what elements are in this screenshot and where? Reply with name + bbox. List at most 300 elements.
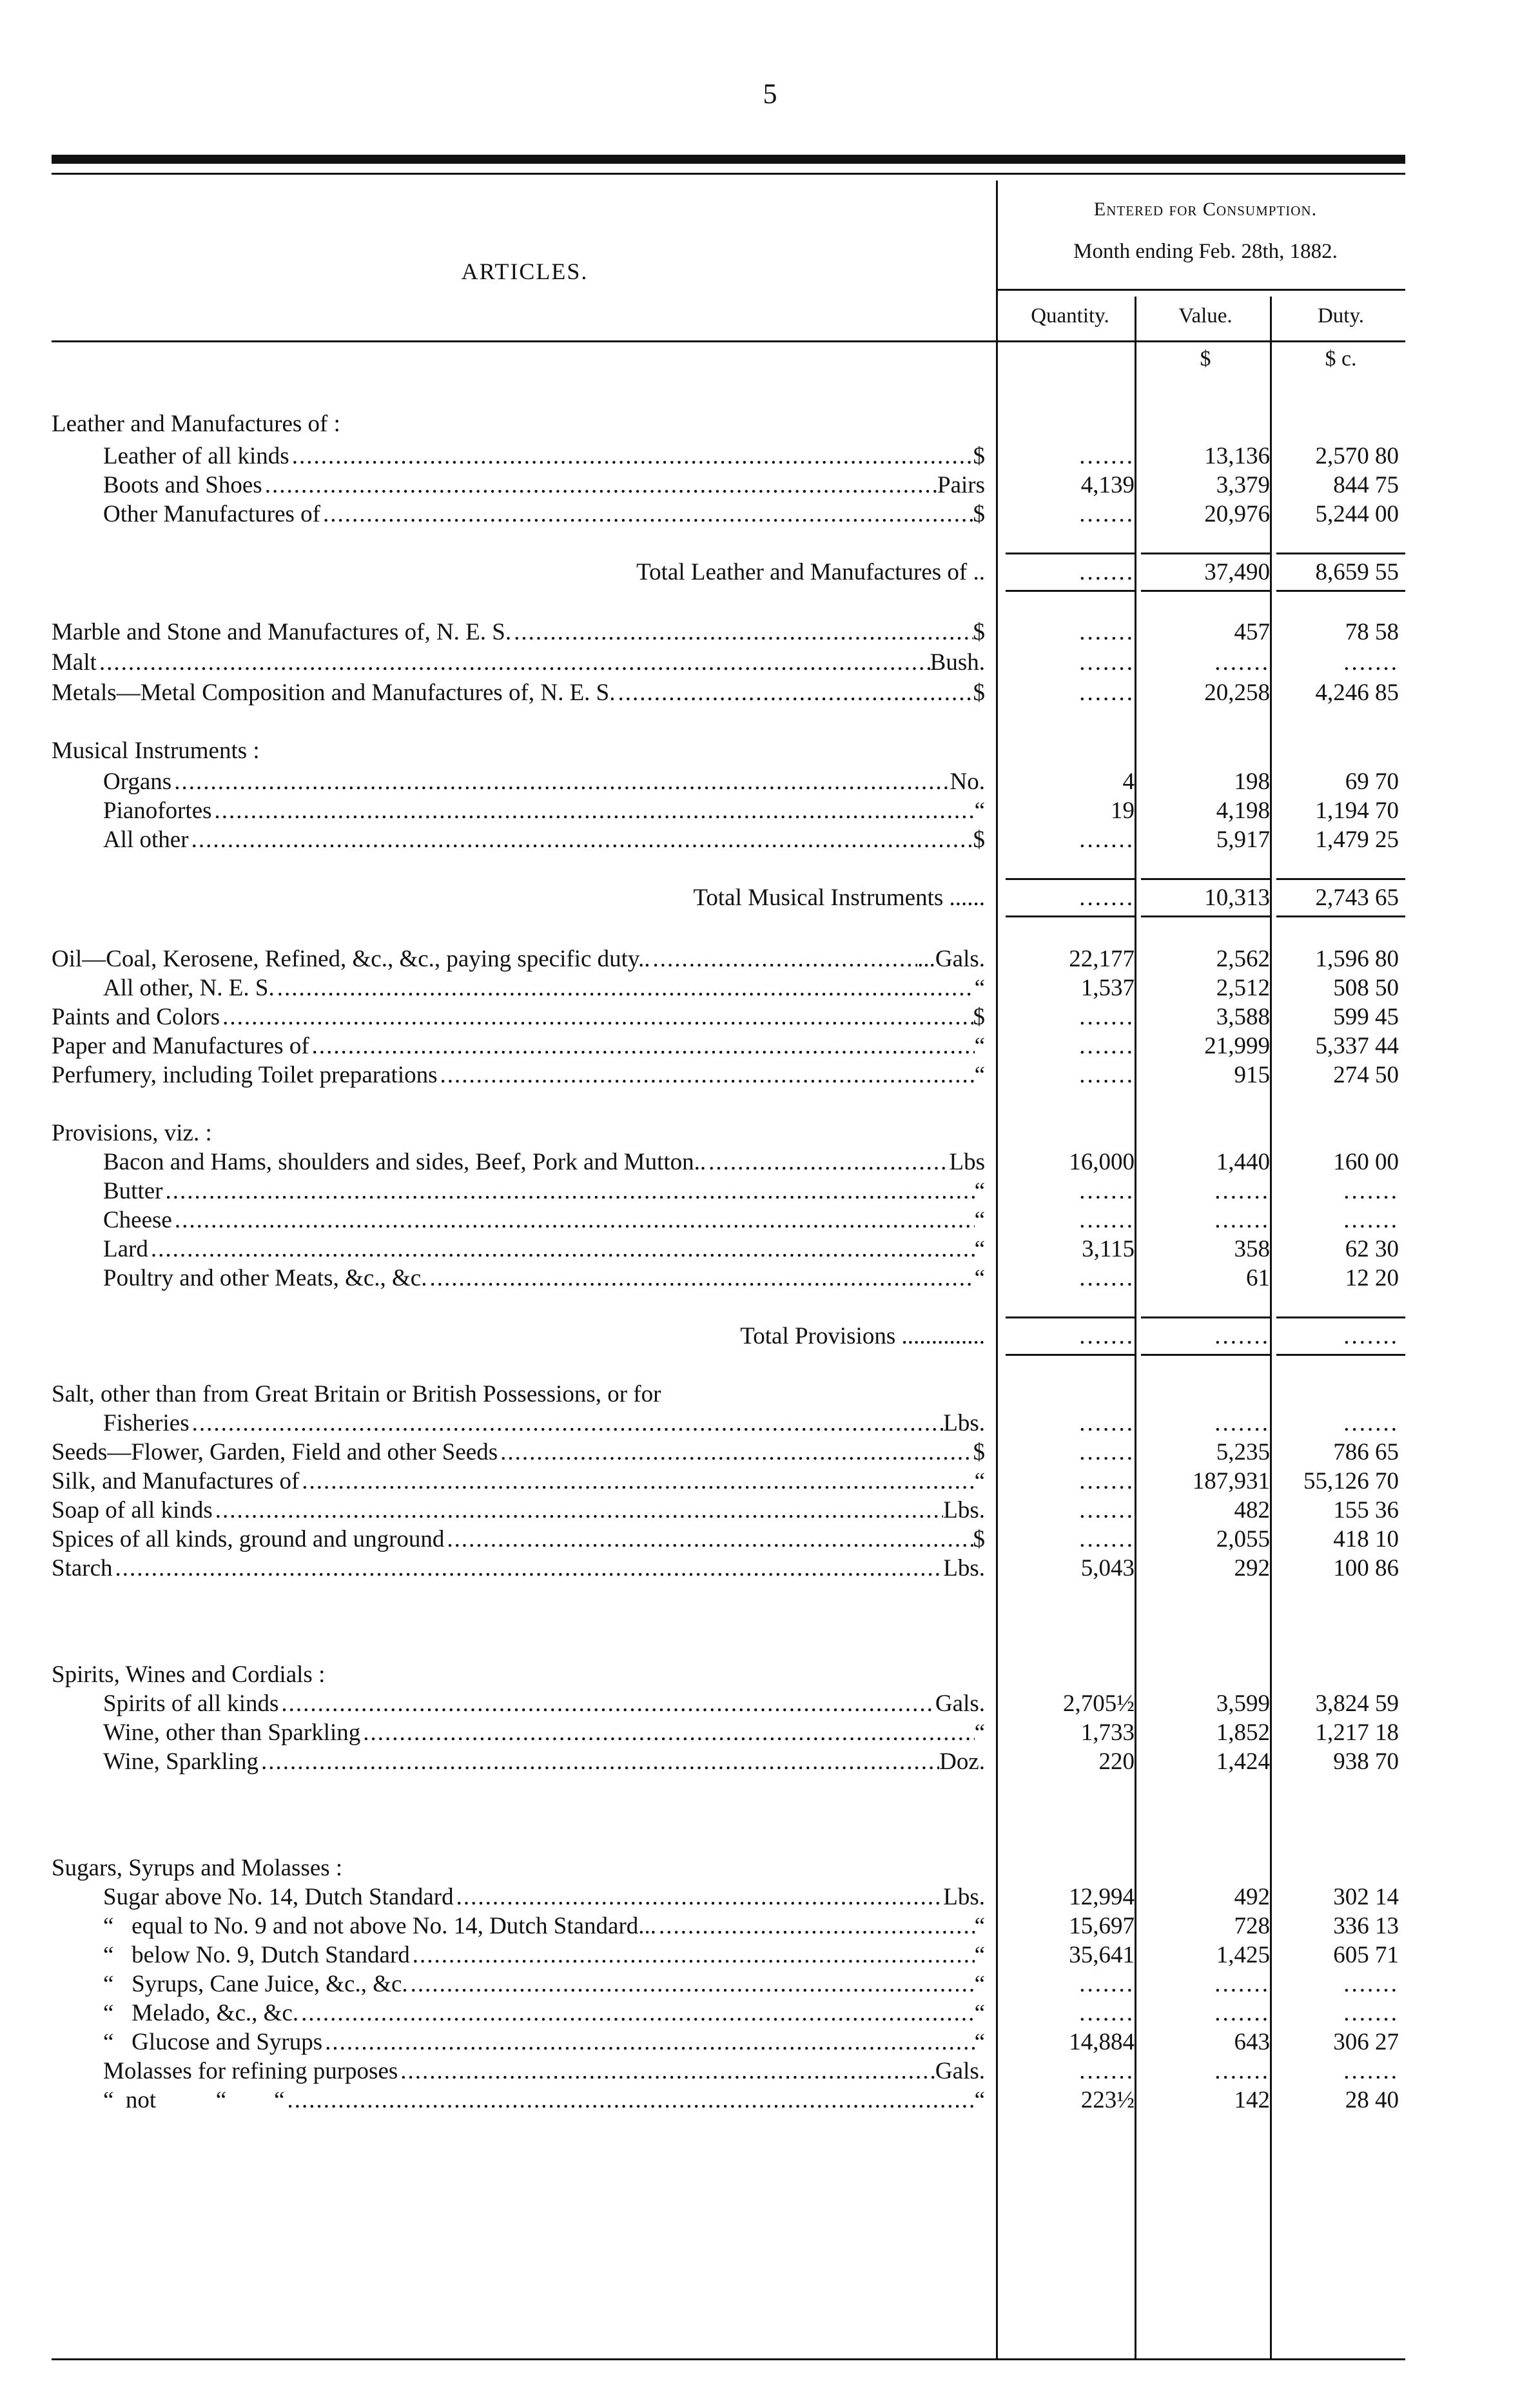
table-row: [52, 1003, 1405, 1032]
quantity-cell: .......: [1079, 1004, 1135, 1030]
quantity-cell: 35,641: [1069, 1942, 1135, 1968]
article-label-text: Paints and Colors: [52, 1004, 220, 1030]
article-label: [103, 767, 985, 797]
quantity-cell: .......: [1079, 1410, 1135, 1436]
duty-cell: 508 50: [1333, 975, 1399, 1001]
unit-label: Lbs.: [943, 1884, 985, 1910]
value-cell: .......: [1214, 1207, 1270, 1233]
header-bottom-rule: [52, 340, 1405, 342]
article-label-text: All other: [103, 827, 189, 853]
table-row: [52, 825, 1405, 855]
table-row: [52, 1970, 1405, 1999]
article-label-text: Leather and Manufactures of :: [52, 411, 340, 437]
duty-cell: 3,824 59: [1315, 1690, 1399, 1717]
dot-leader: .......: [1079, 559, 1135, 585]
quantity-cell: .......: [1079, 1497, 1135, 1523]
table-row: [52, 1718, 1405, 1748]
article-label-text: Musical Instruments :: [52, 738, 260, 764]
value-cell: 1,440: [1216, 1149, 1270, 1175]
duty-cell: 786 65: [1333, 1439, 1399, 1465]
dot-leader: [113, 1554, 944, 1583]
quantity-cell: 4: [1122, 768, 1135, 795]
table-row: [52, 1148, 1405, 1177]
article-label: [52, 1322, 1004, 1351]
unit-label: “: [974, 1062, 985, 1088]
quantity-cell: .......: [1079, 1062, 1135, 1088]
article-label: [52, 1003, 985, 1032]
value-cell: 292: [1234, 1555, 1270, 1581]
article-label: [103, 1883, 985, 1912]
article-label: [52, 1438, 985, 1467]
article-label: [52, 1061, 985, 1090]
value-cell: .......: [1214, 2000, 1270, 2026]
article-label: [52, 1525, 985, 1554]
duty-cell: 160 00: [1333, 1149, 1399, 1175]
unit-label: “: [974, 2000, 985, 2026]
article-label: [52, 1496, 985, 1525]
value-cell: .......: [1214, 2058, 1270, 2084]
table-row: [52, 944, 1405, 974]
total-rule-above: [1006, 878, 1135, 880]
table-row: [52, 1177, 1405, 1206]
article-label-text: Seeds—Flower, Garden, Field and other Seeds: [52, 1439, 498, 1465]
article-label: [103, 2028, 985, 2057]
article-label-text: Sugar above No. 14, Dutch Standard: [103, 1884, 454, 1910]
value-cell: 728: [1234, 1913, 1270, 1939]
unit-label: “: [974, 798, 985, 824]
total-rule-above: [1276, 1316, 1405, 1318]
article-label-text: Soap of all kinds: [52, 1497, 213, 1523]
total-rule-below: [1006, 915, 1135, 917]
table-row: [52, 1689, 1405, 1719]
total-rule-above: [1141, 553, 1270, 554]
dot-leader: [275, 974, 975, 1003]
dot-leader: [498, 1438, 973, 1467]
dot-leader: [408, 1970, 975, 1999]
duty-cell: 78 58: [1345, 619, 1399, 645]
duty-cell: .......: [1343, 1178, 1399, 1204]
total-rule-above: [1141, 878, 1270, 880]
dot-leader: [309, 1032, 975, 1061]
unit-label: Gals.: [935, 2058, 985, 2084]
table-row: [52, 618, 1405, 647]
article-label: [103, 1747, 985, 1777]
table-row: [52, 1032, 1405, 1061]
article-label-text: Malt: [52, 649, 97, 676]
duty-cell: 4,246 85: [1315, 680, 1399, 706]
quantity-cell: 220: [1098, 1748, 1135, 1775]
quantity-cell: 1,537: [1080, 975, 1135, 1001]
duty-cell: 5,244 00: [1315, 501, 1399, 527]
article-label: [103, 1264, 985, 1293]
article-label-text: “ Glucose and Syrups: [103, 2029, 323, 2055]
value-cell: 2,562: [1216, 946, 1270, 972]
table-row: [52, 1264, 1405, 1293]
total-rule-above: [1006, 1316, 1135, 1318]
value-cell: 2,055: [1216, 1526, 1270, 1552]
unit-label: “: [974, 1913, 985, 1939]
article-label: [103, 974, 985, 1003]
article-label: [52, 883, 1004, 913]
table-row: [52, 500, 1405, 529]
article-label-text: Provisions, viz. :: [52, 1120, 212, 1146]
dot-leader: [650, 944, 918, 974]
table-row: [52, 442, 1405, 471]
article-label-text: Bacon and Hams, shoulders and sides, Beef, Pork and Mutton..: [103, 1149, 707, 1175]
article-label: [52, 736, 985, 766]
section-heading-row: [52, 409, 1405, 439]
dot-leader: [289, 442, 973, 471]
unit-label: Lbs.: [943, 1410, 985, 1436]
month-heading: Month ending Feb. 28th, 1882.: [1073, 240, 1338, 263]
article-label: [52, 1119, 985, 1148]
article-label-text: Metals—Metal Composition and Manufactures of, N. E. S.: [52, 680, 616, 706]
total-row: [52, 1322, 1405, 1351]
article-label-text: Total Leather and Manufactures of ..: [636, 559, 985, 585]
article-label: [103, 2086, 985, 2115]
article-label: [103, 442, 985, 471]
duty-cell: 5,337 44: [1315, 1033, 1399, 1059]
total-rule-below: [1276, 590, 1405, 592]
dot-leader: [189, 825, 973, 855]
dot-leader: [278, 1689, 935, 1719]
duty-cell: 1,194 70: [1315, 798, 1399, 824]
table-row: [52, 1235, 1405, 1264]
unit-label: “: [974, 1468, 985, 1494]
article-label: [52, 1554, 985, 1583]
article-label: [103, 1177, 985, 1206]
value-cell: 915: [1234, 1062, 1270, 1088]
article-label-text: “ equal to No. 9 and not above No. 14, Dutch Standard...: [103, 1913, 657, 1939]
table-row: [52, 1496, 1405, 1525]
article-label-text: Salt, other than from Great Britain or British Possessions, or for: [52, 1381, 661, 1407]
dot-leader: [285, 2086, 975, 2115]
duty-column-header: Duty.: [1317, 304, 1365, 328]
unit-label: Lbs.: [943, 1555, 985, 1581]
quantity-column-header: Quantity.: [1031, 304, 1109, 328]
table-row: [52, 648, 1405, 678]
article-label-text: Boots and Shoes: [103, 472, 262, 498]
unit-label: “: [974, 975, 985, 1001]
table-row: [52, 767, 1405, 797]
duty-cell: .......: [1343, 1971, 1399, 1997]
unit-label: $: [973, 827, 985, 853]
value-cell: 5,235: [1216, 1439, 1270, 1465]
duty-cell: 12 20: [1345, 1265, 1399, 1291]
article-label: [52, 409, 985, 439]
table-row: [52, 2057, 1405, 2086]
unit-label: “: [974, 1207, 985, 1233]
article-label: [52, 558, 1004, 587]
dot-leader: [212, 796, 975, 826]
article-label-text: Sugars, Syrups and Molasses :: [52, 1855, 343, 1881]
table-row: [52, 1206, 1405, 1235]
value-cell: 13,136: [1204, 443, 1270, 469]
value-cell: 10,313: [1204, 885, 1270, 911]
dot-leader: [454, 1883, 944, 1912]
article-label-text: Spices of all kinds, ground and unground: [52, 1526, 445, 1552]
value-cell: 21,999: [1204, 1033, 1270, 1059]
duty-cell: 55,126 70: [1303, 1468, 1399, 1494]
duty-cell: 62 30: [1345, 1236, 1399, 1262]
quantity-cell: .......: [1079, 2058, 1135, 2084]
article-label-text: Organs: [103, 768, 172, 795]
quantity-cell: 19: [1111, 798, 1135, 824]
table-row: [52, 1525, 1405, 1554]
article-label-text: Cheese: [103, 1207, 172, 1233]
article-label: [103, 471, 985, 500]
value-column-header: Value.: [1178, 304, 1233, 328]
article-label-text: Total Musical Instruments ......: [693, 885, 985, 911]
unit-label: Doz.: [939, 1748, 985, 1775]
dot-leader: [706, 1148, 949, 1177]
table-row: [52, 2086, 1405, 2115]
article-label-text: Molasses for refining purposes: [103, 2058, 398, 2084]
article-label: [52, 944, 985, 974]
value-cell: 142: [1234, 2087, 1270, 2113]
unit-label: Bush.: [930, 649, 985, 676]
unit-label: $: [973, 443, 985, 469]
table-bottom-rule: [52, 2358, 1405, 2360]
value-cell: 3,588: [1216, 1004, 1270, 1030]
value-cell: 20,976: [1204, 501, 1270, 527]
table-row: [52, 1554, 1405, 1583]
duty-cell: 2,743 65: [1315, 885, 1399, 911]
value-cell: 457: [1234, 619, 1270, 645]
table-row: [52, 678, 1405, 708]
table-row: [52, 1883, 1405, 1912]
article-label-text: Silk, and Manufactures of: [52, 1468, 300, 1494]
duty-cell: 336 13: [1333, 1913, 1399, 1939]
article-label: [103, 1912, 985, 1941]
article-label-text: Spirits of all kinds: [103, 1690, 279, 1717]
article-label-text: “ Syrups, Cane Juice, &c., &c.: [103, 1971, 408, 1997]
total-row: [52, 558, 1405, 587]
dot-leader: .......: [1079, 1323, 1135, 1349]
duty-cell: .......: [1343, 649, 1399, 676]
duty-unit: $ c.: [1325, 347, 1357, 371]
table-row: [52, 1409, 1405, 1438]
duty-cell: 302 14: [1333, 1884, 1399, 1910]
quantity-cell: .......: [1079, 680, 1135, 706]
duty-cell: 100 86: [1333, 1555, 1399, 1581]
dot-leader: [97, 648, 930, 678]
dot-leader: [148, 1235, 975, 1264]
value-cell: 482: [1234, 1497, 1270, 1523]
total-row: [52, 883, 1405, 913]
total-rule-below: [1276, 915, 1405, 917]
value-cell: 3,599: [1216, 1690, 1270, 1717]
quantity-cell: 4,139: [1080, 472, 1135, 498]
unit-label: $: [973, 619, 985, 645]
unit-label: $: [973, 680, 985, 706]
quantity-cell: .......: [1079, 1468, 1135, 1494]
value-cell: 1,424: [1216, 1748, 1270, 1775]
duty-cell: .......: [1343, 1207, 1399, 1233]
entered-for-consumption-heading: Entered for Consumption.: [1093, 199, 1318, 220]
table-row: [52, 1061, 1405, 1090]
article-label-text: Lard: [103, 1236, 148, 1262]
table-row: [52, 974, 1405, 1003]
quantity-cell: .......: [1079, 1265, 1135, 1291]
duty-cell: 274 50: [1333, 1062, 1399, 1088]
quantity-cell: .......: [1079, 1207, 1135, 1233]
article-label-text: Oil—Coal, Kerosene, Refined, &c., &c., paying specific duty..: [52, 946, 650, 972]
dot-leader: [438, 1061, 975, 1090]
dot-leader: [190, 1409, 944, 1438]
article-label-text: Leather of all kinds: [103, 443, 289, 469]
quantity-cell: .......: [1079, 619, 1135, 645]
duty-cell: 2,570 80: [1315, 443, 1399, 469]
section-heading-row: [52, 1119, 1405, 1148]
quantity-cell: .......: [1079, 1033, 1135, 1059]
article-label-text: “ not “ “: [103, 2087, 285, 2113]
quantity-cell: 15,697: [1069, 1913, 1135, 1939]
article-label: [103, 1689, 985, 1719]
dot-leader: [172, 1206, 975, 1235]
dot-leader: [360, 1718, 974, 1748]
dot-leader: .......: [1079, 885, 1135, 911]
value-cell: 20,258: [1204, 680, 1270, 706]
total-rule-below: [1276, 1354, 1405, 1356]
section-heading-row: [52, 1854, 1405, 1883]
dot-leader: [322, 2028, 974, 2057]
quantity-cell: 12,994: [1069, 1884, 1135, 1910]
article-label: [103, 1970, 985, 1999]
duty-cell: 155 36: [1333, 1497, 1399, 1523]
unit-label: $: [973, 1439, 985, 1465]
duty-cell: 1,217 18: [1315, 1719, 1399, 1746]
table-row: [52, 2028, 1405, 2057]
quantity-cell: .......: [1079, 1971, 1135, 1997]
duty-cell: .......: [1343, 1410, 1399, 1436]
value-cell: .......: [1214, 1323, 1270, 1349]
dot-leader: [258, 1747, 939, 1777]
value-cell: 1,425: [1216, 1942, 1270, 1968]
unit-label: $: [973, 1004, 985, 1030]
value-cell: 2,512: [1216, 975, 1270, 1001]
article-label: [103, 1999, 985, 2028]
unit-label: “: [974, 1971, 985, 1997]
article-label: [52, 618, 985, 647]
duty-cell: .......: [1343, 1323, 1399, 1349]
article-label-text: Wine, Sparkling: [103, 1748, 259, 1775]
page-number: 5: [763, 78, 777, 110]
dot-leader: [410, 1941, 975, 1970]
unit-label: “: [974, 1265, 985, 1291]
total-rule-below: [1141, 1354, 1270, 1356]
article-label: [103, 1148, 985, 1177]
duty-cell: 1,479 25: [1315, 827, 1399, 853]
table-row: [52, 1999, 1405, 2028]
article-label: [103, 2057, 985, 2086]
article-label: [103, 1409, 985, 1438]
quantity-cell: .......: [1079, 1439, 1135, 1465]
article-label-text: Pianofortes: [103, 798, 212, 824]
total-rule-above: [1276, 878, 1405, 880]
quantity-cell: 16,000: [1069, 1149, 1135, 1175]
dot-leader: [213, 1496, 944, 1525]
total-rule-above: [1141, 1316, 1270, 1318]
unit-label: “: [974, 1942, 985, 1968]
value-cell: .......: [1214, 1971, 1270, 1997]
article-label: [103, 825, 985, 855]
table-row: [52, 796, 1405, 826]
article-label-text: Perfumery, including Toilet preparations: [52, 1062, 438, 1088]
unit-label: Gals.: [935, 1690, 985, 1717]
header-subrule: [996, 289, 1405, 291]
unit-label: Pairs: [937, 472, 985, 498]
unit-label: “: [974, 1033, 985, 1059]
consumption-table: [52, 181, 1405, 2360]
dot-leader: [262, 471, 937, 500]
section-heading-row: [52, 1660, 1405, 1690]
quantity-cell: .......: [1079, 649, 1135, 676]
unit-label: Lbs: [949, 1149, 985, 1175]
total-rule-above: [1276, 553, 1405, 554]
quantity-cell: .......: [1079, 443, 1135, 469]
article-label: [103, 796, 985, 826]
quantity-cell: 2,705½: [1063, 1690, 1135, 1717]
quantity-cell: .......: [1079, 1526, 1135, 1552]
table-row: [52, 1438, 1405, 1467]
value-cell: 5,917: [1216, 827, 1270, 853]
dot-leader: [427, 1264, 974, 1293]
duty-cell: .......: [1343, 2000, 1399, 2026]
duty-cell: 69 70: [1345, 768, 1399, 795]
top-thick-rule: [52, 155, 1405, 164]
table-row: [52, 471, 1405, 500]
value-unit: $: [1200, 347, 1211, 371]
article-label: [52, 1380, 985, 1409]
dot-leader: [299, 1467, 974, 1496]
table-row: [52, 1912, 1405, 1941]
dot-leader: [444, 1525, 973, 1554]
duty-cell: 605 71: [1333, 1942, 1399, 1968]
article-label: [52, 648, 985, 678]
duty-cell: 938 70: [1333, 1748, 1399, 1775]
article-label: [52, 1660, 985, 1690]
dot-leader: [511, 618, 973, 647]
quantity-cell: 1,733: [1080, 1719, 1135, 1746]
quantity-cell: .......: [1079, 2000, 1135, 2026]
duty-cell: 599 45: [1333, 1004, 1399, 1030]
duty-cell: 1,596 80: [1315, 946, 1399, 972]
quantity-cell: 22,177: [1069, 946, 1135, 972]
dot-leader: [656, 1912, 975, 1941]
table-row: [52, 1747, 1405, 1777]
value-cell: 198: [1234, 768, 1270, 795]
article-label-text: All other, N. E. S.: [103, 975, 275, 1001]
article-label-text: Other Manufactures of: [103, 501, 320, 527]
article-label: [52, 678, 985, 708]
duty-cell: 8,659 55: [1315, 559, 1399, 585]
value-cell: .......: [1214, 1410, 1270, 1436]
unit-label: “: [974, 1719, 985, 1746]
quantity-cell: 5,043: [1080, 1555, 1135, 1581]
article-label-text: “ Melado, &c., &c.: [103, 2000, 299, 2026]
article-label: [52, 1467, 985, 1496]
value-cell: 643: [1234, 2029, 1270, 2055]
articles-heading: ARTICLES.: [461, 259, 589, 284]
value-cell: 358: [1234, 1236, 1270, 1262]
value-cell: 4,198: [1216, 798, 1270, 824]
value-cell: 1,852: [1216, 1719, 1270, 1746]
unit-label: $: [973, 1526, 985, 1552]
article-label-text: Butter: [103, 1178, 163, 1204]
duty-cell: 844 75: [1333, 472, 1399, 498]
value-cell: .......: [1214, 649, 1270, 676]
